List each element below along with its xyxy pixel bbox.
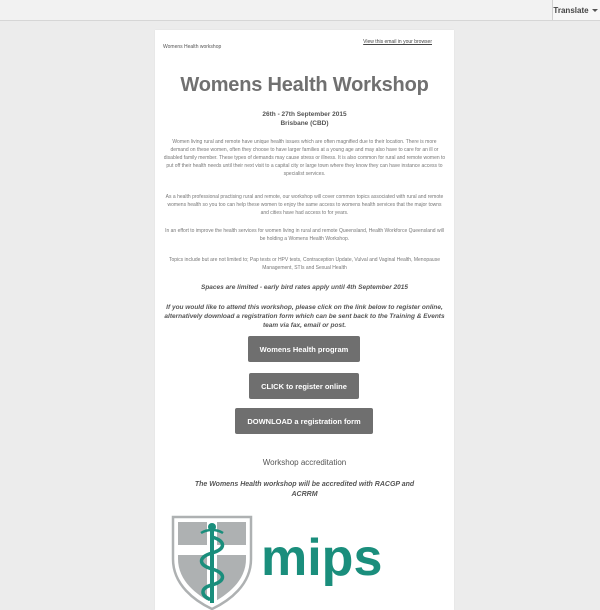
intro-paragraph: Women living rural and remote have unique health issues which are often magnified due to their location. There is more demand on these women, often they choose to have larger families at a young age and may also have to care for an ill or disabled family member. These types of demands may cause stress or illness. It is also common for rural and remote women to put off their health needs until their next visit to a capital city or large town where they know they can have instance access to specialist services. <box>163 139 446 177</box>
preheader-label: Womens Health workshop <box>163 44 222 50</box>
mips-logo <box>171 515 391 610</box>
event-dates: 26th - 27th September 2015 <box>262 111 347 118</box>
shield-caduceus-icon <box>171 515 253 610</box>
translate-button[interactable] <box>552 0 600 20</box>
mips-brand-text: mips <box>261 533 383 587</box>
view-in-browser-link[interactable]: View this email in your browser <box>363 39 432 45</box>
event-location: Brisbane (CBD) <box>280 120 329 127</box>
register-online-button[interactable]: CLICK to register online <box>249 373 359 399</box>
accreditation-text: The Womens Health workshop will be accredited with RACGP and ACRRM <box>194 481 415 498</box>
download-registration-form-button[interactable]: DOWNLOAD a registration form <box>235 408 373 434</box>
top-toolbar <box>0 0 600 21</box>
topics-paragraph: Topics include but are not limited to; Pap tests or HPV tests, Contraception Update, Vulval and Vaginal Health, Menopause Management, STIs and Sexual Health <box>169 257 440 271</box>
translate-label: Translate <box>553 5 589 15</box>
email-card <box>155 30 454 610</box>
page-title: Womens Health Workshop <box>180 74 429 96</box>
purpose-paragraph: In an effort to improve the health services for women living in rural and remote Queensland, Health Workforce Queensland will be holding a Womens Health Workshop. <box>165 228 444 242</box>
workshop-paragraph: As a health professional practising rural and remote, our workshop will cover common topics associated with rural and remote womens health so you too can help these women to enjoy the same access to womens health services that the major towns and cities have had access to for years. <box>165 194 444 216</box>
mips-wordmark <box>261 533 391 593</box>
womens-health-program-button[interactable]: Womens Health program <box>248 336 360 362</box>
event-details <box>155 110 454 128</box>
register-instructions: If you would like to attend this workshop, please click on the link below to register online, alternatively download a registration form which can be sent back to the Training & Events team via fax, email or post. <box>164 304 445 329</box>
accreditation-heading: Workshop accreditation <box>262 458 347 467</box>
chevron-down-icon <box>592 9 598 12</box>
spaces-limited-note: Spaces are limited - early bird rates apply until 4th September 2015 <box>201 284 408 291</box>
